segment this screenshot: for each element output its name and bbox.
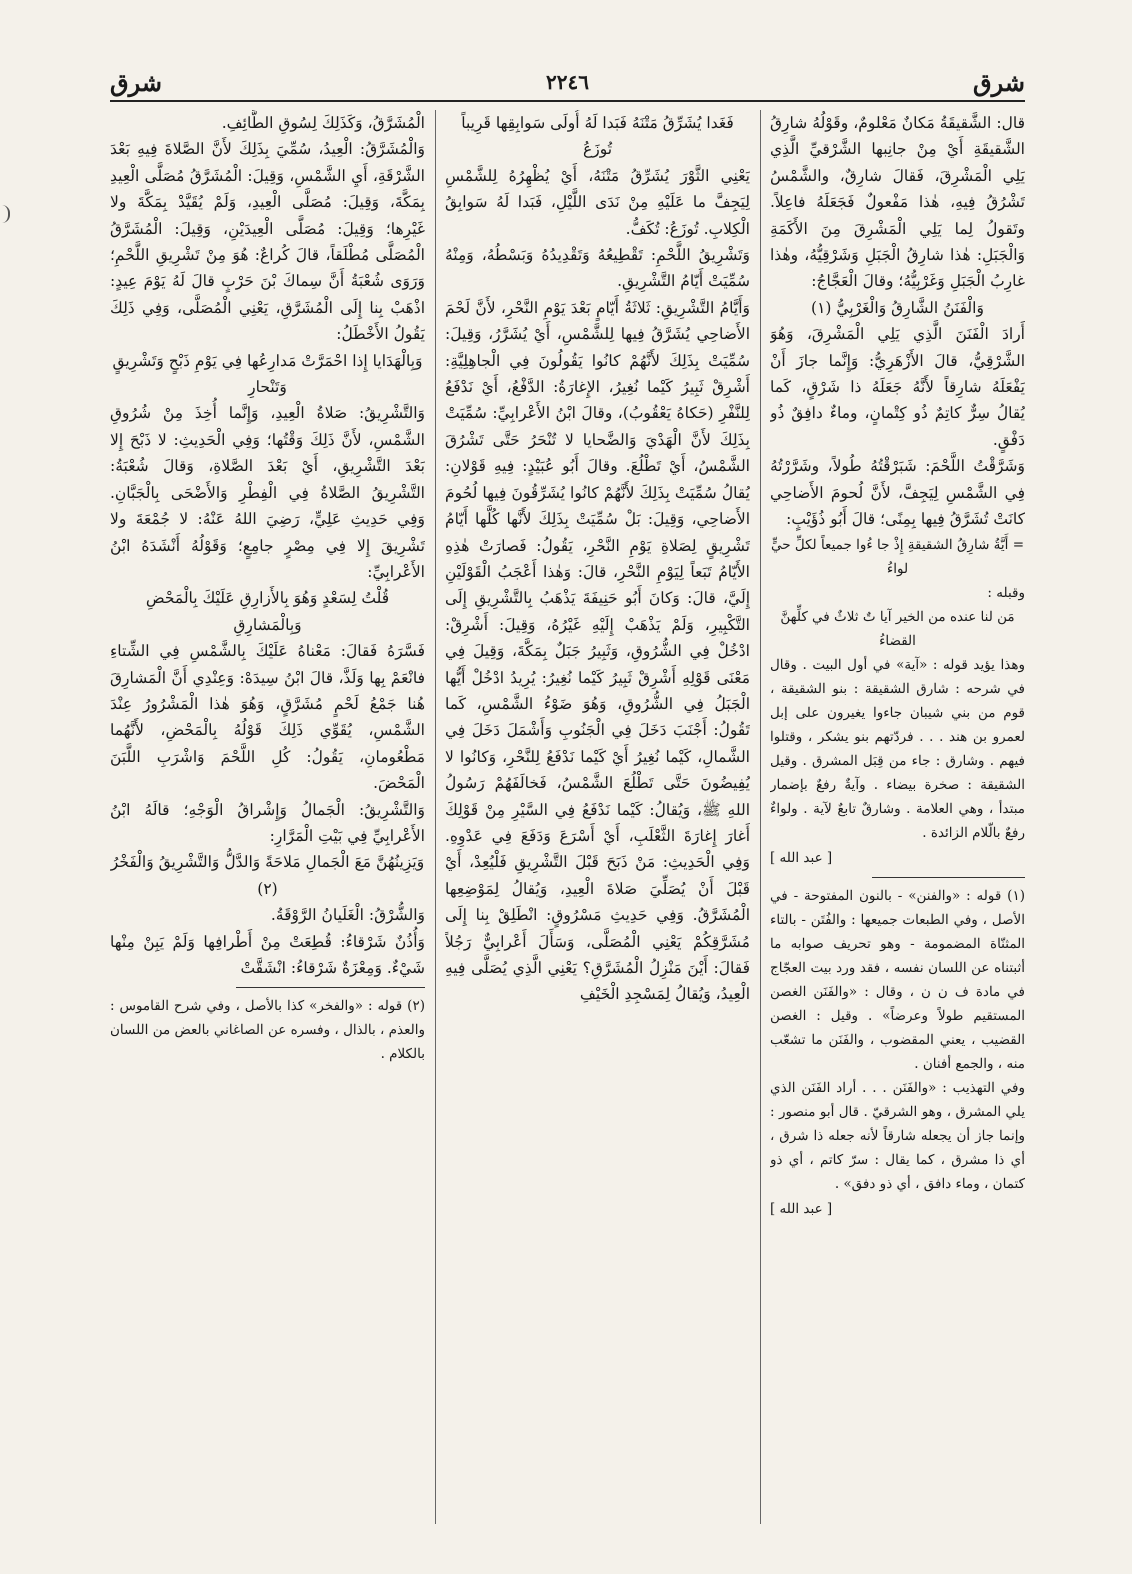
verse: فَغَدا يُشَرِّقُ مَتْنَهُ فَبَدا لَهُ أُولَى سَوابِقِها قَرِيباً تُوزَعُ bbox=[461, 114, 734, 159]
paragraph: وَأَيَّامُ التَّشْرِيقِ: ثَلاثَةُ أَيّامٍ بَعْدَ يَوْمِ النَّحْرِ، لأَنَّ لَحْمَ الأَضاحِي يُشَرَّقُ فِيها لِلشَّمْسِ، أَيْ يُشَرَّرُ، وَقِيلَ: سُمِّيَتْ بِذَلِكَ لأَنَّهُمْ كانُوا يَقُولُونَ فِي الْجاهِلِيَّةِ: أَشْرِقْ ثَبِيرُ كَيْما نُغِيرُ، الإِغارَةُ: الدَّفْعُ، أَيْ نَدْفَعُ لِلنَّفْرِ (حَكاهُ يَعْقُوبُ)، وقالَ ابْنُ الأَعْرابِيِّ: سُمِّيَتْ بِذَلِكَ لأَنَّ الْهَدْيَ وَالضَّحايا لا تُنْحَرُ حَتَّى تَشْرُقَ الشَّمْسُ، أَيْ تَطْلُعَ. وقالَ أَبُو عُبَيْدٍ: فِيهِ قَوْلانِ: يُقالُ سُمِّيَتْ بِذَلِكَ لأَنَّهُمْ كانُوا يُشَرِّقُونَ فِيها لُحُومَ الأَضاحِي، وَقِيلَ: بَلْ سُمِّيَتْ بِذَلِكَ لأَنَّها كُلَّها أَيّامُ تَشْرِيقٍ لِصَلاةِ يَوْمِ النَّحْرِ، يَقُولُ: فَصارَتْ هٰذِهِ الأَيّامُ تَبَعاً لِيَوْمِ النَّحْرِ، قالَ: وَهٰذا أَعْجَبُ الْقَوْلَيْنِ إِلَيَّ، قالَ: وَكانَ أَبُو حَنِيفَةَ يَذْهَبُ بِالتَّشْرِيقِ إِلَى التَّكْبِيرِ، وَلَمْ يَذْهَبْ إِلَيْهِ غَيْرُهُ، وَقِيلَ: أَشْرِقْ: ادْخُلْ فِي الشُّرُوقِ، وَثَبِيرُ جَبَلٌ بِمَكَّةَ، وَقِيلَ فِي مَعْنَى قَوْلِهِ أَشْرِقْ ثَبِيرُ كَيْما نُغِيرُ: يُرِيدُ ادْخُلْ أَيُّها الْجَبَلُ فِي الشُّرُوقِ، وَهُوَ ضَوْءُ الشَّمْسِ، كَما تَقُولُ: أَجْنَبَ دَخَلَ فِي الْجَنُوبِ وَأَشْمَلَ دَخَلَ فِي الشَّمالِ، كَيْما نُغِيرُ أَيْ كَيْما نَدْفَعُ لِلنَّحْرِ، وَكانُوا لا يُفِيضُونَ حَتَّى تَطْلُعَ الشَّمْسُ، فَخالَفَهُمْ رَسُولُ اللهِ ﷺ، وَيُقالُ: كَيْما نَدْفَعُ فِي السَّيْرِ مِنْ قَوْلِكَ أَغارَ إِغارَةَ الثَّعْلَبِ، أَيْ أَسْرَعَ وَدَفَعَ فِي عَدْوِهِ. وَفِي الْحَدِيثِ: مَنْ ذَبَحَ قَبْلَ التَّشْرِيقِ فَلْيُعِدْ، أَيْ قَبْلَ أَنْ يُصَلِّيَ صَلاةَ الْعِيدِ، وَيُقالُ لِمَوْضِعِها الْمُشَرَّقُ. وَفِي حَدِيثِ مَسْرُوقٍ: انْطَلِقْ بِنا إِلَى مُشَرَّقِكُمْ يَعْنِي الْمُصَلَّى، وَسَأَلَ أَعْرابِيٌّ رَجُلاً فَقالَ: أَيْنَ مَنْزِلُ الْمُشَرَّقِ؟ يَعْنِي الَّذِي يُصَلَّى فِيهِ الْعِيدُ، وَيُقالُ لِمَسْجِدِ الْخَيْفِ bbox=[445, 298, 750, 1004]
footnote-rule bbox=[872, 877, 1025, 878]
margin-mark bbox=[2, 205, 10, 223]
paragraph: أَرادَ الْفَنَنَ الَّذِي يَلِي الْمَشْرِقَ، وَهُوَ الشَّرْقِيُّ، قالَ الأَزْهَرِيُّ: وَإِنَّما جازَ أَنْ يَفْعَلَهُ شارِقاً لأَنَّهُ جَعَلَهُ ذا شَرْقٍ، كَما يُقالُ سِرٌّ كاتِمٌ ذُو كِتْمانٍ، وماءٌ دافِقٌ ذُو دَفْقٍ. bbox=[770, 325, 1025, 449]
note-verse: = أَيَّةُ شارِقُ الشقيقةِ إِذْ جا ءُوا جميعاً لكلِّ حيٍّ لواءُ bbox=[770, 536, 1025, 577]
signature: [ عبد الله ] bbox=[770, 1200, 833, 1217]
verse: وَالْفَنَنُ الشَّارِقُ وَالْغَرْبِيُّ (١) bbox=[811, 298, 984, 317]
column-middle bbox=[445, 110, 750, 1524]
paragraph: وَأُذُنٌ شَرْقاءُ: قُطِعَتْ مِنْ أَطْرافِها وَلَمْ يَبِنْ مِنْها شَيْءٌ. وَمِعْزَةٌ شَرْقاءُ: انْشَقَّتْ bbox=[110, 932, 425, 977]
column-left bbox=[110, 110, 425, 1524]
paragraph: قال: الشَّقيقَةُ مَكانٌ مَعْلومٌ، وقَوْلُهُ شارِقُ الشَّقيقَةِ أَيْ مِنْ جانِبها الشَّرْقيِّ الَّذِي يَلِي الْمَشْرِقَ، فَقالَ شارِقٌ، والشَّمْسُ تَشْرُقُ فِيهِ، هٰذا مَفْعولٌ فَجَعَلَهُ فاعِلاً. وتَقولُ لِما يَلِي الْمَشْرِقَ مِنَ الأَكَمَةِ وَالْجَبَلِ: هٰذا شارِقُ الْجَبَلِ وَشَرْقِيُّهُ، وهٰذا غارِبُ الْجَبَلِ وَغَرْبِيُّهُ؛ وقالَ الْعَجَّاجُ: bbox=[770, 114, 1025, 291]
footnote: (١) قوله : «والفنن» - بالنون المفتوحة - في الأصل ، وفي الطبعات جميعها : والفُتَن - بالتاء المثنّاة المضمومة - وهو تحريف صوابه ما أثبتناه عن اللسان نفسه ، فقد ورد بيت العجّاج في مادة ف ن ن ، وقال : «والفَنَن الغصن المستقيم طولاً وعرضاً» . وقيل : الغصن القضيب ، يعني المقضوب ، والفَنَن ما تشعّب منه ، والجمع أفنان . bbox=[770, 887, 1025, 1072]
paragraph: وَالْمُشَرَّقُ: الْعِيدُ، سُمِّيَ بِذَلِكَ لأَنَّ الصَّلاةَ فِيهِ بَعْدَ الشَّرْقَةِ، أَيِ الشَّمْسِ، وَقِيلَ: الْمُشَرَّقُ مُصَلَّى الْعِيدِ بِمَكَّةَ، وَقِيلَ: مُصَلَّى الْعِيدِ، وَلَمْ يُقَيَّدْ بِمَكَّةَ ولا غَيْرِها؛ وَقِيلَ: مُصَلَّى الْعِيدَيْنِ، وَقِيلَ: الْمُشَرَّقُ الْمُصَلَّى مُطْلَقاً، قالَ كُراعٌ: هُوَ مِنْ تَشْرِيقِ اللَّحْمِ؛ وَرَوَى شُعْبَةُ أَنَّ سِماكَ بْنَ حَرْبٍ قالَ لَهُ يَوْمَ عِيدٍ: اذْهَبْ بِنا إِلَى الْمُشَرَّقِ، يَعْنِي الْمُصَلَّى، وَفِي ذَلِكَ يَقُولُ الأَخْطَلُ: bbox=[110, 140, 425, 344]
column-separator bbox=[435, 110, 436, 1524]
page-number: ٢٢٤٦ bbox=[546, 70, 589, 94]
paragraph: الْمُشَرَّقُ، وَكَذَلِكَ لِسُوقِ الطَّائِفِ. bbox=[221, 114, 425, 132]
header-keyword-right: شرق bbox=[973, 68, 1025, 97]
verse: قُلْتُ لِسَعْدٍ وَهُوَ بِالأَزارِقِ عَلَيْكَ بِالْمَحْضِ وَبِالْمَشارِقِ bbox=[145, 589, 390, 634]
verse: وَبِالْهَدَايا إِذا احْمَرَّتْ مَدارِعُها فِي يَوْمِ ذَبْحٍ وَتَشْرِيقٍ وَتَنْحارِ bbox=[112, 351, 423, 397]
paragraph: وَشَرَّقْتُ اللَّحْمَ: شَبَرْقْتُهُ طُولاً، وشَرَّرْتُهُ فِي الشَّمْسِ لِيَجِفَّ، لأَنَّ لُحومَ الأَضاحِي كانَتْ تُشَرَّقُ فِيها بِمِنًى؛ قالَ أَبُو ذُؤَيْبٍ: bbox=[770, 457, 1025, 529]
paragraph: يَعْنِي الثَّوْرَ يُشَرِّقُ مَتْنَهُ، أَيْ يُظْهِرُهُ لِلشَّمْسِ لِيَجِفَّ ما عَلَيْهِ مِنْ نَدَى اللَّيْلِ، فَبَدا لَهُ سَوابِقُ الْكِلابِ. تُوزَعُ: تُكَفُّ. bbox=[445, 166, 750, 238]
note-line: وقبله : bbox=[987, 584, 1025, 601]
note-line: مَن لنا عنده من الخير آيا تٌ ثلاثٌ في كلِّهنَّ القضاءُ bbox=[780, 608, 1015, 649]
footnote: (٢) قوله : «والفخر» كذا بالأصل ، وفي شرح القاموس : والعذم ، بالذال ، وفسره عن الصاغاني بالعض من اللسان بالكلام . bbox=[110, 998, 425, 1063]
signature: [ عبد الله ] bbox=[770, 849, 833, 866]
paragraph: وَالتَّشْرِيقُ: صَلاةُ الْعِيدِ، وَإِنَّما أُخِذَ مِنْ شُرُوقِ الشَّمْسِ، لأَنَّ ذَلِكَ وَقْتُها؛ وَفِي الْحَدِيثِ: لا ذَبْحَ إِلا بَعْدَ التَّشْرِيقِ، أَيْ بَعْدَ الصَّلاةِ، وَقالَ شُعْبَةُ: التَّشْرِيقُ الصَّلاةُ فِي الْفِطْرِ وَالأَضْحَى بِالْجَبَّانِ. وَفِي حَدِيثِ عَلِيٍّ، رَضِيَ اللهُ عَنْهُ: لا جُمْعَةَ ولا تَشْرِيقَ إِلا فِي مِصْرٍ جامِعٍ؛ وَقَوْلُهُ أَنْشَدَهُ ابْنُ الأَعْرابِيِّ: bbox=[110, 404, 425, 581]
verse: وَيَزِينُهُنَّ مَعَ الْجَمالِ مَلاحَةً وَالدَّلُّ وَالتَّشْرِيقُ وَالْفَخْرُ (٢) bbox=[110, 853, 425, 898]
paragraph: وَتَشْرِيقُ اللَّحْمِ: تَقْطِيعُهُ وَتَقْدِيدُهُ وَبَسْطُهُ، وَمِنْهُ سُمِّيَتْ أَيّامُ التَّشْرِيقِ. bbox=[445, 246, 750, 291]
paragraph: وَالشُّرْقُ: الْغَلَيانُ الرَّوْقَةُ. bbox=[270, 906, 425, 925]
paragraph: فَسَّرَهُ فَقالَ: مَعْناهُ عَلَيْكَ بِالشَّمْسِ فِي الشِّتاءِ فانْعَمْ بِها وَلَذَّ، قالَ ابْنُ سِيدَهْ: وَعِنْدِي أَنَّ الْمَشارِقَ هُنا جَمْعُ لَحْمٍ مُشَرَّقٍ، وَهُوَ هٰذا الْمَشْرُورُ عِنْدَ الشَّمْسِ، يُقَوِّي ذَلِكَ قَوْلُهُ بِالْمَحْضِ، لأَنَّهُما مَطْعُومانِ، يَقُولُ: كُلِ اللَّحْمَ وَاشْرَبِ اللَّبَنَ الْمَحْضَ. bbox=[110, 642, 425, 793]
column-separator bbox=[760, 110, 761, 1524]
header-keyword-left: شرق bbox=[110, 68, 162, 97]
note-line: وهذا يؤيد قوله : «آية» في أول البيت . وقال في شرحه : شارق الشقيقة : بنو الشقيقة ، قوم من بني شيبان جاءوا يغيرون على إبل لعمرو بن هند . . . فردّتهم بنو يشكر ، وقتلوا فيهم . وشارق : جاء من قِبَل المشرق . وقيل الشقيقة : صخرة بيضاء . وآيةٌ رفعٌ بإضمار مبتدأ ، وهي العلامة . وشارقٌ تابعٌ لآية . ولواءٌ رفعٌ بالّلام الزائدة . bbox=[770, 656, 1025, 841]
column-right bbox=[770, 110, 1025, 1524]
page-header bbox=[110, 68, 1025, 98]
header-rule bbox=[110, 100, 1025, 102]
paragraph: وَالتَّشْرِيقُ: الْجَمالُ وَإِشْراقُ الْوَجْهِ؛ قالَهُ ابْنُ الأَعْرابِيِّ فِي بَيْتِ الْمَرَّارِ: bbox=[110, 800, 425, 845]
footnote-rule bbox=[236, 987, 425, 988]
footnote: وفي التهذيب : «والفَنَن . . . أراد الفَنَن الذي يلي المشرق ، وهو الشرقيّ . قال أبو منصور : وإنما جاز أن يجعله شارقاً لأنه جعله ذا شرق ، أي ذا مشرق ، كما يقال : سرّ كاتم ، أي ذو كتمان ، وماء دافق ، أي ذو دفق» . bbox=[770, 1079, 1025, 1192]
